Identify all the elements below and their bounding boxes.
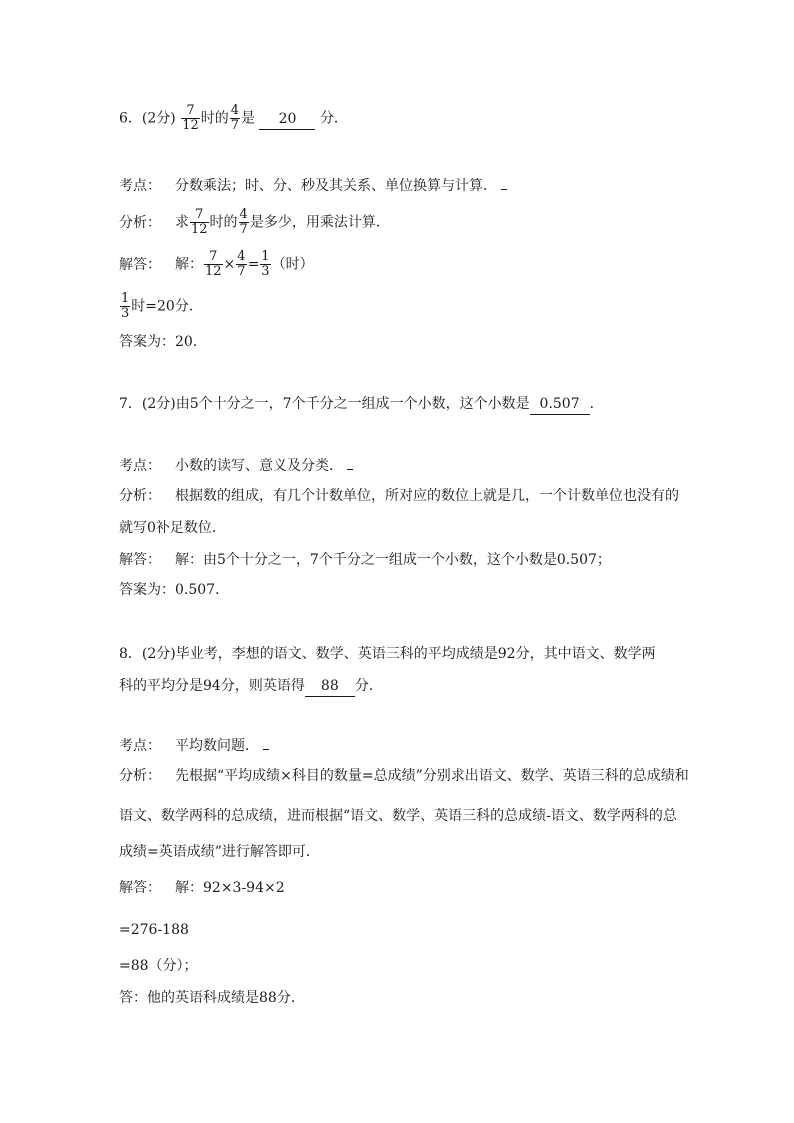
q8-answer-blank: 88 <box>305 676 355 697</box>
q6-number: 6．(2分) <box>119 110 176 127</box>
q8-stem-1: 8．(2分)毕业考，李想的语文、数学、英语三科的平均成绩是92分，其中语文、数学两 <box>119 646 656 662</box>
q8-fenxi-3: 成绩=英语成绩”进行解答即可． <box>119 844 320 860</box>
q6-fenxi: 分析： 求 $\frac{7}{12}$ 时的 $\frac{4}{7}$ 是多少，用乘法计算． <box>119 207 390 237</box>
q8-fenxi-2: 语文、数学两科的总成绩，进而根据“语文、数学、英语三科的总成绩-语文、数学两科的总 <box>119 808 677 824</box>
dash-mark <box>263 739 269 750</box>
dash-mark <box>501 179 507 190</box>
q6-answer-blank: 20 <box>259 109 315 130</box>
q8-stem-2: 科的平均分是94分，则英语得 88 分． <box>119 676 383 697</box>
q6-kaodian: 考点： 分数乘法；时、分、秒及其关系、单位换算与计算． <box>119 176 507 196</box>
q6-answer: 答案为：20． <box>119 334 207 350</box>
q8-step-1: =276-188 <box>119 922 189 938</box>
q6-conversion: $\frac{1}{3}$ 时=20分． <box>121 291 203 321</box>
q7-answer-blank: 0.507 <box>530 394 590 415</box>
q8-final-answer: 答：他的英语科成绩是88分． <box>119 990 305 1006</box>
q6-jieda: 解答： 解： $\frac{7}{12}$ × $\frac{4}{7}$ = $\frac{1}{3}$ （时） <box>119 249 314 279</box>
dash-mark <box>347 459 353 470</box>
q7-jieda: 解答： 解：由5个十分之一，7个千分之一组成一个小数，这个小数是0.507； <box>119 552 611 568</box>
q8-fenxi-1: 分析： 先根据“平均成绩×科目的数量=总成绩”分别求出语文、数学、英语三科的总成绩和 <box>119 768 689 784</box>
q8-step-2: =88（分）； <box>119 958 198 974</box>
q7-fenxi-2: 就写0补足数位． <box>119 520 226 536</box>
fenxi-fraction-4-7: $\frac{4}{7}$ <box>239 207 248 237</box>
q7-answer: 答案为：0.507． <box>119 582 230 598</box>
q7-kaodian: 考点： 小数的读写、意义及分类． <box>119 456 353 476</box>
q8-kaodian: 考点： 平均数问题． <box>119 736 269 756</box>
q6-fraction-7-12: $\frac{7}{12}$ <box>182 103 199 133</box>
q7-stem: 7．(2分)由5个十分之一，7个千分之一组成一个小数，这个小数是 0.507 ． <box>119 394 604 415</box>
q8-jieda: 解答： 解：92×3-94×2 <box>119 880 285 896</box>
fenxi-fraction-7-12: $\frac{7}{12}$ <box>191 207 208 237</box>
q6-stem: 6．(2分) $\frac{7}{12}$ 时的 $\frac{4}{7}$ 是 20 分． <box>119 103 348 133</box>
q6-fraction-4-7: $\frac{4}{7}$ <box>230 103 240 133</box>
q7-fenxi-1: 分析： 根据数的组成，有几个计数单位，所对应的数位上就是几，一个计数单位也没有的 <box>119 488 679 504</box>
